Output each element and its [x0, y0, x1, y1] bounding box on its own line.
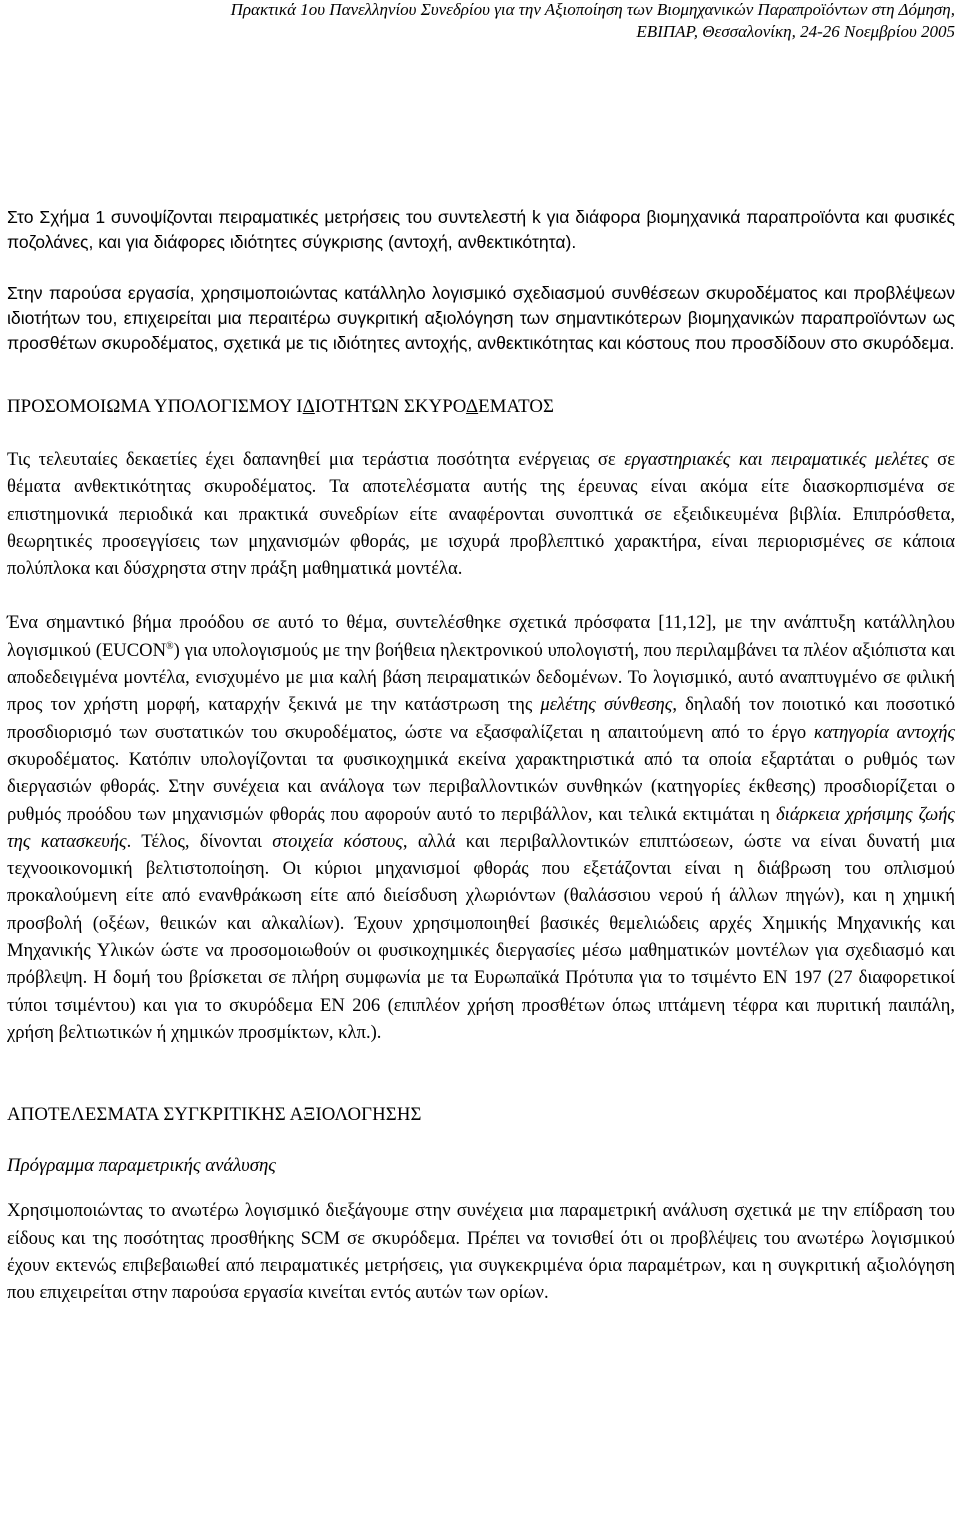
text-run: . Τέλος, δίνονται [126, 830, 273, 852]
text-run: σε θέματα ανθεκτικότητας σκυροδέματος. Τα αποτελέσματα αυτής της έρευνας είναι ακόμα είτε διασκορπισμένα σε επιστημονικά περιοδικά και πρακτικά συνεδρίων είτε αναφέρονται συνοπτικά σε εξειδικευμένα βιβλία. Επιπρόσθετα, θεωρητικές προσεγγίσεις των μηχανισμών φθοράς, με ισχυρά προβλεπτικό χαρακτήρα, είναι περιορισμένες σε κάποια πολύπλοκα και δύσχρηστα στην πράξη μαθηματικά μοντέλα. [7, 449, 955, 580]
emphasis-text: κατηγορία αντοχής [813, 721, 955, 743]
section-heading-simulation [7, 394, 955, 420]
text-run: Ένα σημαντικό βήμα προόδου σε αυτό το θέμα, συντελέσθηκε σχετικά πρόσφατα [11,12], με την ανάπτυξη κατάλληλου λογισμικού (EUCON [7, 612, 955, 661]
text-run: , δηλαδή τον ποιοτικό και ποσοτικό προσδιορισμό των συστατικών του σκυροδέματος, ώστε να εξασφαλίζεται η απαιτούμενη από το έργο [7, 694, 955, 743]
heading-text-b: Δ [302, 396, 315, 417]
section1-paragraph-2 [7, 609, 955, 1046]
heading-text-d: Δ [465, 396, 479, 417]
header-line-1: Πρακτικά 1ου Πανελληνίου Συνεδρίου για την Αξιοποίηση των Βιομηχανικών Παραπροϊόντων στη Δόμηση, [230, 0, 955, 19]
subsection-heading: Πρόγραμμα παραμετρικής ανάλυσης [7, 1155, 276, 1177]
intro-paragraph-1: Στο Σχήμα 1 συνοψίζονται πειραματικές μετρήσεις του συντελεστή k για διάφορα βιομηχανικά παραπροϊόντα και φυσικές ποζολάνες, και για διάφορες ιδιότητες σύγκρισης (αντοχή, ανθεκτικότητα). [7, 207, 955, 252]
header-line-2: ΕΒΙΠΑΡ, Θεσσαλονίκη, 24-26 Νοεμβρίου 2005 [636, 22, 955, 41]
emphasis-text: μελέτης σύνθεσης [540, 694, 673, 716]
heading-text-a: ΠΡΟΣΟΜΟΙΩΜΑ ΥΠΟΛΟΓΙΣΜΟΥ Ι [7, 396, 303, 417]
running-header [7, 0, 955, 43]
section-heading-results: ΑΠΟΤΕΛΕΣΜΑΤΑ ΣΥΓΚΡΙΤΙΚΗΣ ΑΞΙΟΛΟΓΗΣΗΣ [7, 1104, 422, 1126]
document-page [7, 0, 955, 1306]
section1-paragraph-1 [7, 446, 955, 582]
text-run: , αλλά και περιβαλλοντικών επιπτώσεων, ώστε να είναι δυνατή μια τεχνοοικονομική βελτιστοποίηση. Οι κύριοι μηχανισμοί φθοράς που εξετάζονται είναι η διάβρωση του οπλισμού προκαλούμενη είτε από ενανθράκωση είτε από διείσδυση χλωριόντων (θαλάσσιου νερού ή άλλων πηγών), και η χημική προσβολή (οξέων, θειικών και αλκαλίων). Έχουν χρησιμοποιηθεί βασικές θεμελιώδεις αρχές Χημικής Μηχανικής και Μηχανικής Υλικών ώστε να προσομοιωθούν οι φυσικοχημικές διεργασίες μέσω μαθηματικών μοντέλων για σχεδιασμό και πρόβλεψη. Η δομή του βρίσκεται σε πλήρη συμφωνία με τα Ευρωπαϊκά Πρότυπα για το τσιμέντο EN 197 (27 διαφορετικοί τύποι τσιμέντου) και για το σκυρόδεμα EN 206 (επιπλέον χρήση προσθέτων όπως ιπτάμενη τέφρα και πυριτική παιπάλη, χρήση βελτιωτικών ή χημικών προσμίκτων, κλπ.). [7, 830, 955, 1043]
text-run: σκυροδέματος. Κατόπιν υπολογίζονται τα φυσικοχημικά εκείνα χαρακτηριστικά από τα οποία εξαρτάται ο ρυθμός των διεργασιών φθοράς. Στην συνέχεια και ανάλογα των περιβαλλοντικών συνθηκών (κατηγορίες έκθεσης) προσδιορίζεται ο ρυθμός προόδου των μηχανισμών φθοράς που αφορούν αυτό το περιβάλλον, και τελικά εκτιμάται η [7, 748, 955, 825]
emphasis-text: στοιχεία κόστους [272, 830, 403, 852]
text-run: ) για υπολογισμούς με την βοήθεια ηλεκτρονικού υπολογιστή, που περιλαμβάνει τα πλέον αξιόπιστα και αποδεδειγμένα μοντέλα, ενισχυμένο με μια καλή βάση πειραματικών δεδομένων. Το λογισμικό, αυτό αναπτυγμένο σε φιλική προς τον χρήστη μορφή, καταρχήν ξεκινά με την κατάστρωση της [7, 639, 956, 716]
heading-text-c: ΙΟΤΗΤΩΝ ΣΚΥΡΟ [314, 396, 466, 417]
intro-paragraph-2: Στην παρούσα εργασία, χρησιμοποιώντας κατάλληλο λογισμικό σχεδιασμού συνθέσεων σκυροδέματος και προβλέψεων ιδιοτήτων του, επιχειρείται μια περαιτέρω συγκριτική αξιολόγηση των σημαντικότερων βιομηχανικών παραπροϊόντων ως προσθέτων σκυροδέματος, σχετικά με τις ιδιότητες αντοχής, ανθεκτικότητας και κόστους που προσδίδουν στο σκυρόδεμα. [7, 283, 955, 353]
emphasis-text: διάρκεια χρήσιμης ζωής της κατασκευής [7, 803, 955, 852]
emphasis-text: εργαστηριακές και πειραματικές μελέτες [624, 449, 929, 470]
heading-text-e: ΕΜΑΤΟΣ [478, 396, 555, 417]
text-run: Τις τελευταίες δεκαετίες έχει δαπανηθεί μια τεράστια ποσότητα ενέργειας σε [7, 449, 625, 470]
section2-paragraph-1: Χρησιμοποιώντας το ανωτέρω λογισμικό διεξάγουμε στην συνέχεια μια παραμετρική ανάλυση σχετικά με την επίδραση του είδους και της ποσότητας προσθήκης SCM σε σκυρόδεμα. Πρέπει να τονισθεί ότι οι προβλέψεις του ανωτέρω λογισμικού έχουν εκτενώς επιβεβαιωθεί από πειραματικές μετρήσεις, για συγκεκριμένα όρια παραμέτρων, και η συγκριτική αξιολόγηση που επιχειρείται στην παρούσα εργασία κινείται εντός αυτών των ορίων. [7, 1200, 955, 1304]
registered-mark: ® [166, 640, 174, 652]
